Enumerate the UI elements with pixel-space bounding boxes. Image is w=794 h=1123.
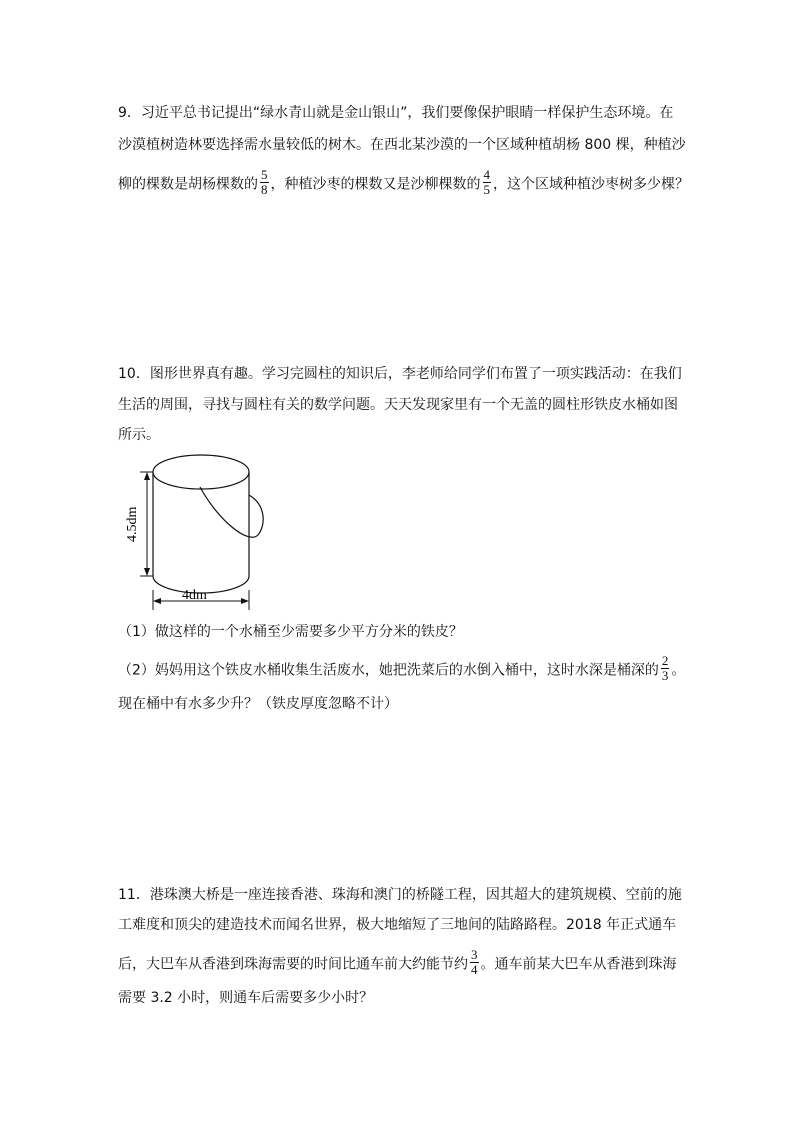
q10-line-1: 10．图形世界真有趣。学习完圆柱的知识后，李老师给同学们布置了一项实践活动：在我们 xyxy=(118,366,682,382)
q10-sub-2-text: （2）妈妈用这个铁皮水桶收集生活废水，她把洗菜后的水倒入桶中，这时水深是桶深的 xyxy=(118,662,659,679)
diameter-arrowhead-right xyxy=(241,598,249,604)
bucket-figure xyxy=(118,450,278,615)
q11-line-2: 工难度和顶尖的建造技术而闻名世界，极大地缩短了三地间的陆路路程。2018 年正式通车 xyxy=(118,917,677,933)
height-label: 4.5dm xyxy=(125,506,140,542)
fraction-denominator: 4 xyxy=(471,962,478,977)
fraction-numerator: 2 xyxy=(661,653,669,668)
q11-line-1: 11．港珠澳大桥是一座连接香港、珠海和澳门的桥隧工程，因其超大的建筑规模、空前的施 xyxy=(118,887,682,903)
q10-sub-2-end: 。 xyxy=(671,662,686,679)
diameter-label: 4dm xyxy=(182,588,207,603)
fraction-numerator: 3 xyxy=(471,947,478,962)
q9-fraction-2 xyxy=(483,168,492,197)
bucket-handle xyxy=(200,487,263,537)
q9-text-a: 柳的棵数是胡杨棵数的 xyxy=(118,176,258,193)
q11-line-3 xyxy=(118,947,677,979)
q10-sub-2 xyxy=(118,653,686,685)
q9-text-b: ，种植沙枣的棵数又是沙柳棵数的 xyxy=(270,176,481,193)
q11-line-4: 需要 3.2 小时，则通车后需要多少小时？ xyxy=(118,990,374,1006)
q10-sub-1: （1）做这样的一个水桶至少需要多少平方分米的铁皮？ xyxy=(118,624,463,640)
fraction-numerator: 5 xyxy=(261,167,268,182)
diameter-arrowhead-left xyxy=(153,598,161,604)
q9-line-2: 沙漠植树造林要选择需水量较低的树木。在西北某沙漠的一个区域种植胡杨 800 棵，种植沙 xyxy=(118,137,686,153)
q11-text-b: 。通车前某大巴车从香港到珠海 xyxy=(480,956,677,973)
height-arrowhead-up xyxy=(144,472,150,480)
q10-fraction xyxy=(661,654,670,683)
fraction-denominator: 8 xyxy=(261,182,268,197)
q11-fraction xyxy=(470,948,479,977)
q10-line-3: 所示。 xyxy=(118,427,160,443)
fraction-numerator: 4 xyxy=(483,167,490,182)
q9-text-c: ，这个区域种植沙枣树多少棵？ xyxy=(493,176,689,193)
q11-text-a: 后，大巴车从香港到珠海需要的时间比通车前大约能节约 xyxy=(118,956,468,973)
height-arrowhead-down xyxy=(144,568,150,576)
q10-sub-2-line-2: 现在桶中有水多少升？（铁皮厚度忽略不计） xyxy=(118,696,398,712)
q10-line-2: 生活的周围，寻找与圆柱有关的数学问题。天天发现家里有一个无盖的圆柱形铁皮水桶如图 xyxy=(118,397,678,413)
bucket-top-ellipse xyxy=(153,455,249,489)
fraction-denominator: 3 xyxy=(661,668,669,683)
q9-line-3 xyxy=(118,167,689,199)
q9-fraction-1 xyxy=(260,168,269,197)
fraction-denominator: 5 xyxy=(483,182,490,197)
q9-line-1: 9．习近平总书记提出“绿水青山就是金山银山”，我们要像保护眼睛一样保护生态环境。在 xyxy=(118,105,674,121)
